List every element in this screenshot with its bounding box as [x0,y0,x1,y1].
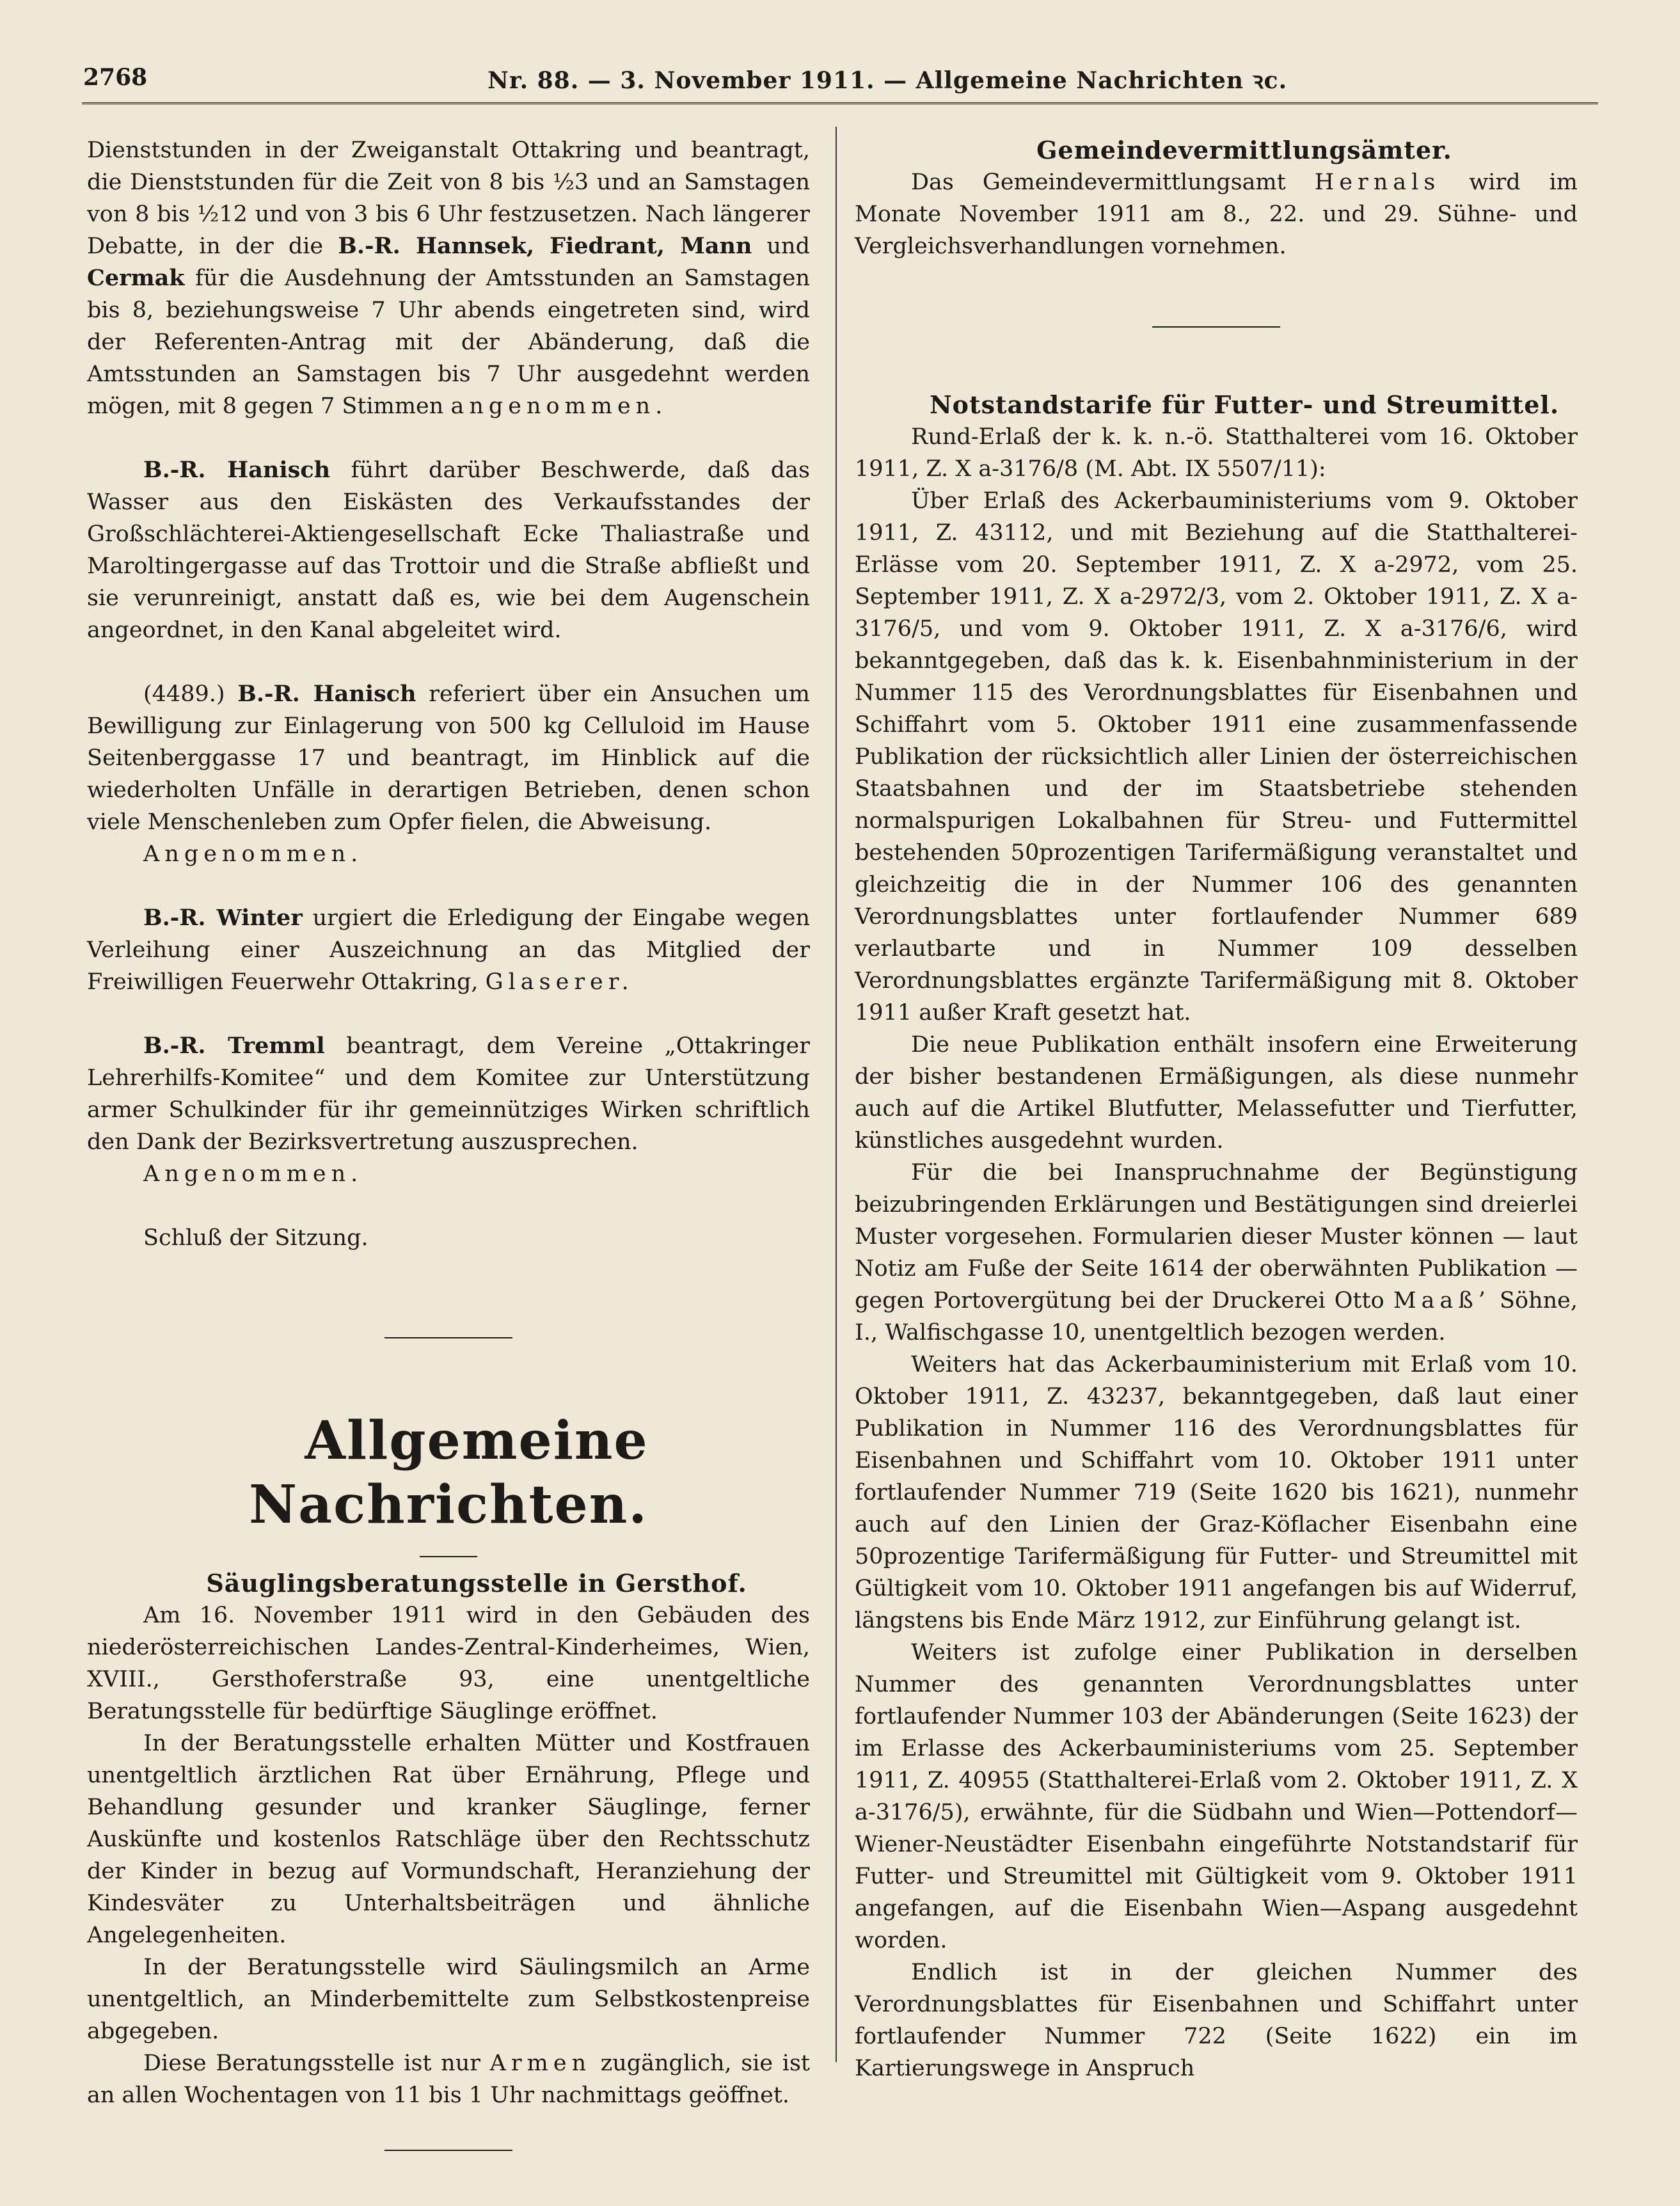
page-header [70,55,1603,100]
paragraph-endlich: Endlich ist in der gleichen Nummer des Verordnungsblattes für Eisenbahnen und Schiffahrt unter fortlaufender Nummer 722 (Seite 1622) ein im Kartierungswege in Anspruch [855,1960,1578,2081]
left-column [87,134,810,2151]
spacer [87,1254,810,1337]
section-title-saeuglingsberatung: Säuglingsberatungsstelle in Gersthof. [206,1569,747,1598]
paragraph-runderlass: Rund-Erlaß der k. k. n.-ö. Statthalterei vom 16. Oktober 1911, Z. X a-3176/8 (M. Abt. IX 5507/11): [855,424,1578,482]
paragraph-tremml-result: Angenommen. [143,1161,363,1187]
spacer [87,1557,810,1567]
spacer [87,2111,810,2150]
paragraph-saeugling-3: In der Beratungsstelle wird Säulingsmilch an Arme unentgeltlich, an Minderbemittelte zum Selbstkostenpreise abgegeben. [87,1955,810,2044]
paragraph-erlass-ackerbau: Über Erlaß des Ackerbauministeriums vom 9. Oktober 1911, Z. 43112, und mit Beziehung auf die Statthalterei-Erlässe vom 20. September 1911, Z. X a-2972, vom 25. September 1911, Z. X a-2972/3, vom 2. Oktober 1911, Z. X a-3176/5, und vom 9. Oktober 1911, Z. X a-3176/6, wird bekanntgegeben, daß das k. k. Eisenbahnministerium in der Nummer 115 des Verordnungsblattes für Eisenbahnen und Schiffahrt vom 5. Oktober 1911 eine zusammenfassende Publikation der rücksichtlich aller Linien der österreichischen Staatsbahnen und der im Staatsbetriebe stehenden normalspurigen Lokalbahnen für Streu- und Futtermittel bestehenden 50prozentigen Tarifermäßigung veranstaltet und gleichzeitig die in der Nummer 106 des genannten Verordnungsblattes unter fortlaufender Nummer 689 verlautbarte und in Nummer 109 desselben Verordnungsblattes ergänzte Tarifermäßigung mit 8. Oktober 1911 außer Kraft gesetzt hat. [855,488,1578,1026]
paragraph-saeugling-4: Diese Beratungsstelle ist nur Armen zugänglich, sie ist an allen Wochentagen von 11 bis 1 Uhr nachmittags geöffnet. [87,2051,810,2108]
column-divider [836,127,837,2062]
paragraph-saeugling-2: In der Beratungsstelle erhalten Mütter und Kostfrauen unentgeltlich ärztlichen Rat über Ernährung, Pflege und Behandlung gesunder und kranker Säuglinge, ferner Auskünfte und kostenlos Ratschläge über den Rechtsschutz der Kinder in bezug auf Vormundschaft, Heranziehung der Kindesväter zu Unterhaltsbeiträgen und ähnliche Angelegenheiten. [87,1731,810,1948]
spacer [87,1537,810,1556]
paragraph-formularien: Für die bei Inanspruchnahme der Begünstigung beizubringenden Erklärungen und Bestätigungen sind dreierlei Muster vorgesehen. Formularien dieser Muster können — laut Notiz am Fuße der Seite 1614 der oberwähnten Publikation — gegen Portovergütung bei der Druckerei Otto Maaß’ Söhne, I., Walfischgasse 10, unentgeltlich bezogen werden. [855,1160,1578,1345]
running-title: Nr. 88. — 3. November 1911. — Allgemeine Nachrichten ꝛc. [487,67,1288,94]
section-title-gemeindevermittlung: Gemeindevermittlungsämter. [1036,136,1452,164]
paragraph-schluss: Schluß der Sitzung. [143,1225,368,1251]
paragraph-neue-publikation: Die neue Publikation enthält insofern eine Erweiterung der bisher bestandenen Ermäßigungen, als diese nunmehr auch auf die Artikel Blutfutter, Melassefutter und Tierfutter, künstliches ausgedehnt wurden. [855,1032,1578,1154]
paragraph-winter: B.-R. Winter urgiert die Erledigung der Eingabe wegen Verleihung einer Auszeichnung an das Mitglied der Freiwilligen Feuerwehr Ottakring, Glaserer. [87,905,810,995]
spacer [855,328,1578,389]
end-rule [384,2150,512,2151]
right-column [855,134,1578,2084]
paragraph-amtsstunden: Dienststunden in der Zweiganstalt Ottakring und beantragt, die Dienststunden für die Zeit von 8 bis ½3 und an Samstagen von 8 bis ½12 und von 3 bis 6 Uhr festzusetzen. Nach längerer Debatte, in der die B.-R. Hannsek, Fiedrant, Mann und Cermak für die Ausdehnung der Amtsstunden an Samstagen bis 8, beziehungsweise 7 Uhr abends eingetreten sind, wird der Referenten-Antrag mit der Abänderung, daß die Amtsstunden an Samstagen bis 7 Uhr ausgedehnt werden mögen, mit 8 gegen 7 Stimmen angenommen. [87,138,810,419]
header-rule [82,102,1598,104]
section-title-notstandstarife: Notstandstarife für Futter- und Streumittel. [929,390,1560,419]
spacer [87,1338,810,1409]
paragraph-hanisch-wasser: B.-R. Hanisch führt darüber Beschwerde, daß das Wasser aus den Eiskästen des Verkaufsstandes der Großschlächterei-Aktiengesellschaft Ecke Thaliastraße und Maroltingergasse auf das Trottoir und die Straße abfließt und sie verunreinigt, anstatt daß es, wie bei dem Augenschein angeordnet, in den Kanal abgeleitet wird. [87,457,811,643]
paragraph-saeugling-1: Am 16. November 1911 wird in den Gebäuden des niederösterreichischen Landes-Zentral-Kinderheimes, Wien, XVIII., Gersthoferstraße 93, eine unentgeltliche Beratungsstelle für bedürftige Säuglinge eröffnet. [87,1603,810,1724]
paragraph-celluloid: (4489.) B.-R. Hanisch referiert über ein Ansuchen um Bewilligung zur Einlagerung von 500 kg Celluloid im Hause Seitenberggasse 17 und beantragt, im Hinblick auf die wiederholten Unfälle in derartigen Betrieben, denen schon viele Menschenleben zum Opfer fielen, die Abweisung. [87,681,810,835]
spacer [855,262,1578,326]
paragraph-celluloid-result: Angenommen. [143,841,363,867]
page-number: 2768 [83,64,148,91]
paragraph-tremml: B.-R. Tremml beantragt, dem Vereine „Ottakringer Lehrerhilfs-Komitee“ und dem Komitee zur Unterstützung armer Schulkinder für ihr gemeinnütziges Wirken schriftlich den Dank der Bezirksvertretung auszusprechen. [87,1033,810,1155]
paragraph-hernals: Das Gemeindevermittlungsamt Hernals wird im Monate November 1911 am 8., 22. und 29. Sühne- und Vergleichsverhandlungen vornehmen. [855,170,1578,259]
paragraph-graz-koeflach: Weiters hat das Ackerbauministerium mit Erlaß vom 10. Oktober 1911, Z. 43237, bekanntgegeben, daß laut einer Publikation in Nummer 116 des Verordnungsblattes für Eisenbahnen und Schiffahrt vom 10. Oktober 1911 unter fortlaufender Nummer 719 (Seite 1620 bis 1621), nunmehr auch auf den Linien der Graz-Köflacher Eisenbahn eine 50prozentige Tarifermäßigung für Futter- und Streumittel mit Gültigkeit vom 10. Oktober 1911 angefangen bis auf Widerruf, längstens bis Ende März 1912, zur Einführung gelangt ist. [855,1352,1578,1633]
paragraph-suedbahn: Weiters ist zufolge einer Publikation in derselben Nummer des genannten Verordnungsblattes unter fortlaufender Nummer 103 der Abänderungen (Seite 1623) der im Erlasse des Ackerbauministeriums vom 25. September 1911, Z. 40955 (Statthalterei-Erlaß vom 2. Oktober 1911, Z. X a-3176/5), erwähnte, für die Südbahn und Wien—Pottendorf—Wiener-Neustädter Eisenbahn eingeführte Notstandstarif für Futter- und Streumittel mit Gültigkeit vom 9. Oktober 1911 angefangen, auf die Eisenbahn Wien—Aspang ausgedehnt worden. [855,1640,1578,1953]
main-section-title: Allgemeine Nachrichten. [249,1410,649,1535]
